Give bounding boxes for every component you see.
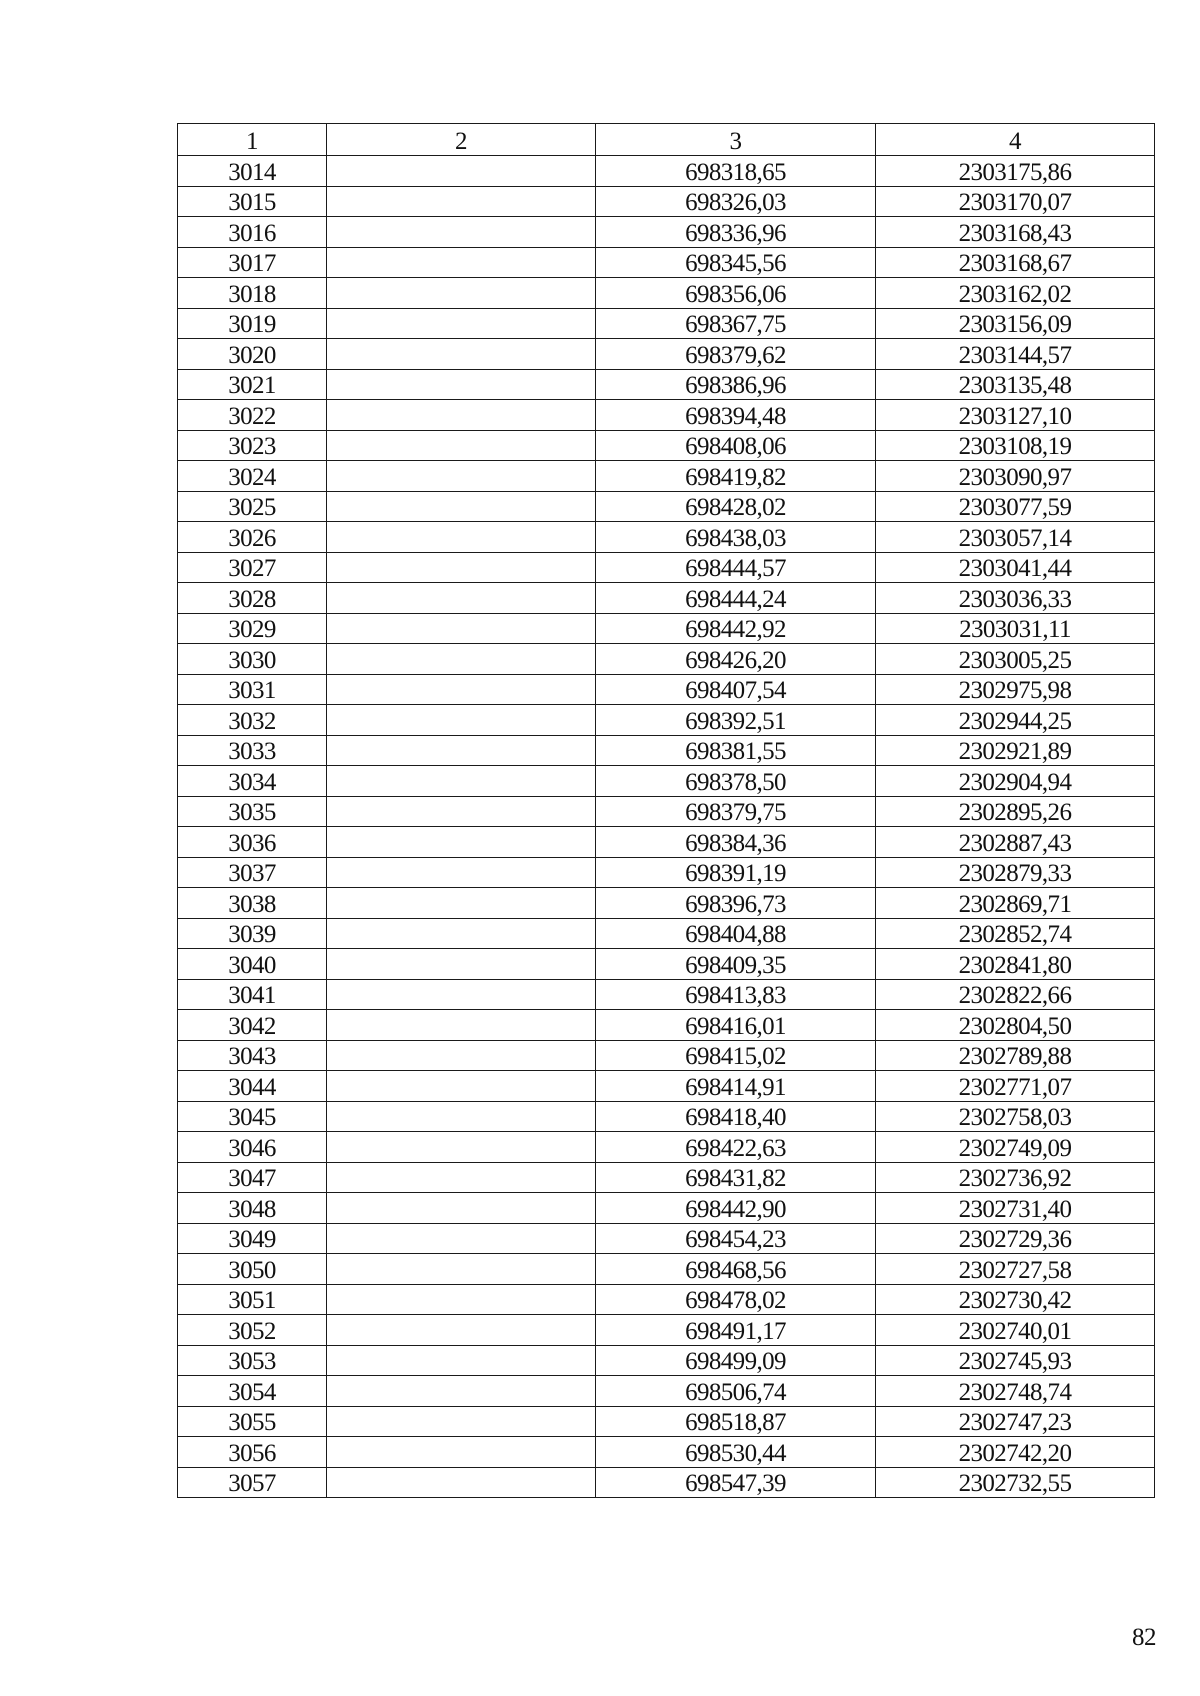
point-number-cell: 3037 (178, 857, 327, 888)
table-row (178, 1162, 1155, 1193)
point-number-cell: 3047 (178, 1162, 327, 1193)
blank-cell (327, 979, 596, 1010)
table-row (178, 522, 1155, 553)
x-coordinate-cell: 698499,09 (596, 1345, 876, 1376)
x-coordinate-cell: 698431,82 (596, 1162, 876, 1193)
y-coordinate-cell: 2302758,03 (876, 1101, 1155, 1132)
table-body (178, 156, 1155, 1498)
point-number-cell: 3043 (178, 1040, 327, 1071)
y-coordinate-cell: 2302771,07 (876, 1071, 1155, 1102)
blank-cell (327, 644, 596, 675)
point-number-cell: 3024 (178, 461, 327, 492)
blank-cell (327, 766, 596, 797)
point-number-cell: 3056 (178, 1437, 327, 1468)
blank-cell (327, 857, 596, 888)
point-number-cell: 3022 (178, 400, 327, 431)
blank-cell (327, 522, 596, 553)
blank-cell (327, 613, 596, 644)
blank-cell (327, 430, 596, 461)
x-coordinate-cell: 698381,55 (596, 735, 876, 766)
point-number-cell: 3018 (178, 278, 327, 309)
x-coordinate-cell: 698409,35 (596, 949, 876, 980)
x-coordinate-cell: 698336,96 (596, 217, 876, 248)
x-coordinate-cell: 698419,82 (596, 461, 876, 492)
x-coordinate-cell: 698518,87 (596, 1406, 876, 1437)
x-coordinate-cell: 698392,51 (596, 705, 876, 736)
y-coordinate-cell: 2303144,57 (876, 339, 1155, 370)
point-number-cell: 3044 (178, 1071, 327, 1102)
y-coordinate-cell: 2302745,93 (876, 1345, 1155, 1376)
x-coordinate-cell: 698418,40 (596, 1101, 876, 1132)
header-row (178, 124, 1155, 156)
table-row (178, 1101, 1155, 1132)
table-row (178, 369, 1155, 400)
y-coordinate-cell: 2302789,88 (876, 1040, 1155, 1071)
x-coordinate-cell: 698384,36 (596, 827, 876, 858)
y-coordinate-cell: 2302921,89 (876, 735, 1155, 766)
y-coordinate-cell: 2303036,33 (876, 583, 1155, 614)
x-coordinate-cell: 698404,88 (596, 918, 876, 949)
y-coordinate-cell: 2303090,97 (876, 461, 1155, 492)
x-coordinate-cell: 698379,75 (596, 796, 876, 827)
point-number-cell: 3032 (178, 705, 327, 736)
y-coordinate-cell: 2302944,25 (876, 705, 1155, 736)
table-row (178, 857, 1155, 888)
x-coordinate-cell: 698356,06 (596, 278, 876, 309)
x-coordinate-cell: 698415,02 (596, 1040, 876, 1071)
blank-cell (327, 1437, 596, 1468)
y-coordinate-cell: 2303057,14 (876, 522, 1155, 553)
blank-cell (327, 491, 596, 522)
table-row (178, 1467, 1155, 1498)
y-coordinate-cell: 2303156,09 (876, 308, 1155, 339)
x-coordinate-cell: 698547,39 (596, 1467, 876, 1498)
y-coordinate-cell: 2302822,66 (876, 979, 1155, 1010)
blank-cell (327, 247, 596, 278)
y-coordinate-cell: 2303127,10 (876, 400, 1155, 431)
point-number-cell: 3015 (178, 186, 327, 217)
table-row (178, 217, 1155, 248)
table-row (178, 1406, 1155, 1437)
y-coordinate-cell: 2302887,43 (876, 827, 1155, 858)
table-row (178, 1071, 1155, 1102)
point-number-cell: 3042 (178, 1010, 327, 1041)
y-coordinate-cell: 2303168,67 (876, 247, 1155, 278)
blank-cell (327, 827, 596, 858)
y-coordinate-cell: 2303077,59 (876, 491, 1155, 522)
table-row (178, 1376, 1155, 1407)
x-coordinate-cell: 698378,50 (596, 766, 876, 797)
y-coordinate-cell: 2303005,25 (876, 644, 1155, 675)
x-coordinate-cell: 698468,56 (596, 1254, 876, 1285)
blank-cell (327, 1010, 596, 1041)
table-row (178, 949, 1155, 980)
point-number-cell: 3035 (178, 796, 327, 827)
x-coordinate-cell: 698426,20 (596, 644, 876, 675)
blank-cell (327, 339, 596, 370)
point-number-cell: 3038 (178, 888, 327, 919)
y-coordinate-cell: 2303168,43 (876, 217, 1155, 248)
x-coordinate-cell: 698442,92 (596, 613, 876, 644)
point-number-cell: 3045 (178, 1101, 327, 1132)
x-coordinate-cell: 698326,03 (596, 186, 876, 217)
x-coordinate-cell: 698367,75 (596, 308, 876, 339)
table-row (178, 1040, 1155, 1071)
table-row (178, 1254, 1155, 1285)
x-coordinate-cell: 698386,96 (596, 369, 876, 400)
y-coordinate-cell: 2302742,20 (876, 1437, 1155, 1468)
point-number-cell: 3019 (178, 308, 327, 339)
x-coordinate-cell: 698416,01 (596, 1010, 876, 1041)
y-coordinate-cell: 2302740,01 (876, 1315, 1155, 1346)
blank-cell (327, 461, 596, 492)
x-coordinate-cell: 698396,73 (596, 888, 876, 919)
blank-cell (327, 1132, 596, 1163)
point-number-cell: 3048 (178, 1193, 327, 1224)
y-coordinate-cell: 2303108,19 (876, 430, 1155, 461)
point-number-cell: 3017 (178, 247, 327, 278)
point-number-cell: 3051 (178, 1284, 327, 1315)
table-row (178, 613, 1155, 644)
x-coordinate-cell: 698442,90 (596, 1193, 876, 1224)
point-number-cell: 3057 (178, 1467, 327, 1498)
y-coordinate-cell: 2302975,98 (876, 674, 1155, 705)
table-row (178, 278, 1155, 309)
table-row (178, 1315, 1155, 1346)
x-coordinate-cell: 698444,24 (596, 583, 876, 614)
blank-cell (327, 552, 596, 583)
point-number-cell: 3030 (178, 644, 327, 675)
y-coordinate-cell: 2302732,55 (876, 1467, 1155, 1498)
y-coordinate-cell: 2302804,50 (876, 1010, 1155, 1041)
y-coordinate-cell: 2302869,71 (876, 888, 1155, 919)
blank-cell (327, 369, 596, 400)
table-row (178, 674, 1155, 705)
point-number-cell: 3053 (178, 1345, 327, 1376)
point-number-cell: 3031 (178, 674, 327, 705)
table-row (178, 186, 1155, 217)
blank-cell (327, 1467, 596, 1498)
table-row (178, 339, 1155, 370)
table-row (178, 552, 1155, 583)
blank-cell (327, 278, 596, 309)
table-row (178, 430, 1155, 461)
x-coordinate-cell: 698478,02 (596, 1284, 876, 1315)
point-number-cell: 3014 (178, 156, 327, 187)
blank-cell (327, 1406, 596, 1437)
x-coordinate-cell: 698428,02 (596, 491, 876, 522)
table-row (178, 491, 1155, 522)
x-coordinate-cell: 698394,48 (596, 400, 876, 431)
blank-cell (327, 1193, 596, 1224)
header-col-2: 2 (327, 124, 596, 156)
point-number-cell: 3021 (178, 369, 327, 400)
y-coordinate-cell: 2302727,58 (876, 1254, 1155, 1285)
x-coordinate-cell: 698491,17 (596, 1315, 876, 1346)
point-number-cell: 3023 (178, 430, 327, 461)
table-row (178, 766, 1155, 797)
y-coordinate-cell: 2302749,09 (876, 1132, 1155, 1163)
y-coordinate-cell: 2302729,36 (876, 1223, 1155, 1254)
point-number-cell: 3033 (178, 735, 327, 766)
point-number-cell: 3026 (178, 522, 327, 553)
y-coordinate-cell: 2303162,02 (876, 278, 1155, 309)
table-row (178, 1223, 1155, 1254)
y-coordinate-cell: 2303135,48 (876, 369, 1155, 400)
y-coordinate-cell: 2302748,74 (876, 1376, 1155, 1407)
x-coordinate-cell: 698391,19 (596, 857, 876, 888)
header-col-4: 4 (876, 124, 1155, 156)
blank-cell (327, 156, 596, 187)
blank-cell (327, 1254, 596, 1285)
table-row (178, 1284, 1155, 1315)
point-number-cell: 3020 (178, 339, 327, 370)
table-row (178, 827, 1155, 858)
table-row (178, 1132, 1155, 1163)
blank-cell (327, 400, 596, 431)
blank-cell (327, 1162, 596, 1193)
point-number-cell: 3028 (178, 583, 327, 614)
y-coordinate-cell: 2302730,42 (876, 1284, 1155, 1315)
table-row (178, 644, 1155, 675)
point-number-cell: 3036 (178, 827, 327, 858)
blank-cell (327, 918, 596, 949)
blank-cell (327, 674, 596, 705)
table-row (178, 461, 1155, 492)
header-col-3: 3 (596, 124, 876, 156)
blank-cell (327, 949, 596, 980)
y-coordinate-cell: 2303175,86 (876, 156, 1155, 187)
y-coordinate-cell: 2302879,33 (876, 857, 1155, 888)
table-row (178, 308, 1155, 339)
x-coordinate-cell: 698422,63 (596, 1132, 876, 1163)
y-coordinate-cell: 2302895,26 (876, 796, 1155, 827)
blank-cell (327, 735, 596, 766)
header-col-1: 1 (178, 124, 327, 156)
blank-cell (327, 1345, 596, 1376)
y-coordinate-cell: 2303041,44 (876, 552, 1155, 583)
blank-cell (327, 705, 596, 736)
table-row (178, 1437, 1155, 1468)
table-row (178, 247, 1155, 278)
y-coordinate-cell: 2303170,07 (876, 186, 1155, 217)
x-coordinate-cell: 698414,91 (596, 1071, 876, 1102)
point-number-cell: 3049 (178, 1223, 327, 1254)
x-coordinate-cell: 698438,03 (596, 522, 876, 553)
blank-cell (327, 1284, 596, 1315)
x-coordinate-cell: 698345,56 (596, 247, 876, 278)
table-row (178, 979, 1155, 1010)
point-number-cell: 3054 (178, 1376, 327, 1407)
blank-cell (327, 1040, 596, 1071)
y-coordinate-cell: 2302841,80 (876, 949, 1155, 980)
blank-cell (327, 308, 596, 339)
page-number: 82 (1132, 1624, 1156, 1651)
point-number-cell: 3025 (178, 491, 327, 522)
point-number-cell: 3027 (178, 552, 327, 583)
point-number-cell: 3050 (178, 1254, 327, 1285)
point-number-cell: 3055 (178, 1406, 327, 1437)
y-coordinate-cell: 2302736,92 (876, 1162, 1155, 1193)
table-row (178, 888, 1155, 919)
y-coordinate-cell: 2302747,23 (876, 1406, 1155, 1437)
blank-cell (327, 583, 596, 614)
blank-cell (327, 1101, 596, 1132)
x-coordinate-cell: 698407,54 (596, 674, 876, 705)
table-row (178, 735, 1155, 766)
coordinates-table (177, 123, 1155, 1498)
table-row (178, 1345, 1155, 1376)
x-coordinate-cell: 698506,74 (596, 1376, 876, 1407)
x-coordinate-cell: 698530,44 (596, 1437, 876, 1468)
x-coordinate-cell: 698454,23 (596, 1223, 876, 1254)
y-coordinate-cell: 2302852,74 (876, 918, 1155, 949)
point-number-cell: 3046 (178, 1132, 327, 1163)
blank-cell (327, 186, 596, 217)
table-row (178, 918, 1155, 949)
table-row (178, 796, 1155, 827)
point-number-cell: 3029 (178, 613, 327, 644)
point-number-cell: 3016 (178, 217, 327, 248)
table-row (178, 1010, 1155, 1041)
y-coordinate-cell: 2302731,40 (876, 1193, 1155, 1224)
point-number-cell: 3041 (178, 979, 327, 1010)
blank-cell (327, 888, 596, 919)
blank-cell (327, 1223, 596, 1254)
x-coordinate-cell: 698318,65 (596, 156, 876, 187)
x-coordinate-cell: 698413,83 (596, 979, 876, 1010)
point-number-cell: 3034 (178, 766, 327, 797)
x-coordinate-cell: 698379,62 (596, 339, 876, 370)
table-row (178, 400, 1155, 431)
x-coordinate-cell: 698408,06 (596, 430, 876, 461)
blank-cell (327, 217, 596, 248)
blank-cell (327, 796, 596, 827)
point-number-cell: 3052 (178, 1315, 327, 1346)
y-coordinate-cell: 2302904,94 (876, 766, 1155, 797)
point-number-cell: 3040 (178, 949, 327, 980)
table-row (178, 705, 1155, 736)
table-row (178, 156, 1155, 187)
table-row (178, 583, 1155, 614)
blank-cell (327, 1071, 596, 1102)
blank-cell (327, 1315, 596, 1346)
blank-cell (327, 1376, 596, 1407)
x-coordinate-cell: 698444,57 (596, 552, 876, 583)
y-coordinate-cell: 2303031,11 (876, 613, 1155, 644)
point-number-cell: 3039 (178, 918, 327, 949)
table-row (178, 1193, 1155, 1224)
table-header (178, 124, 1155, 156)
